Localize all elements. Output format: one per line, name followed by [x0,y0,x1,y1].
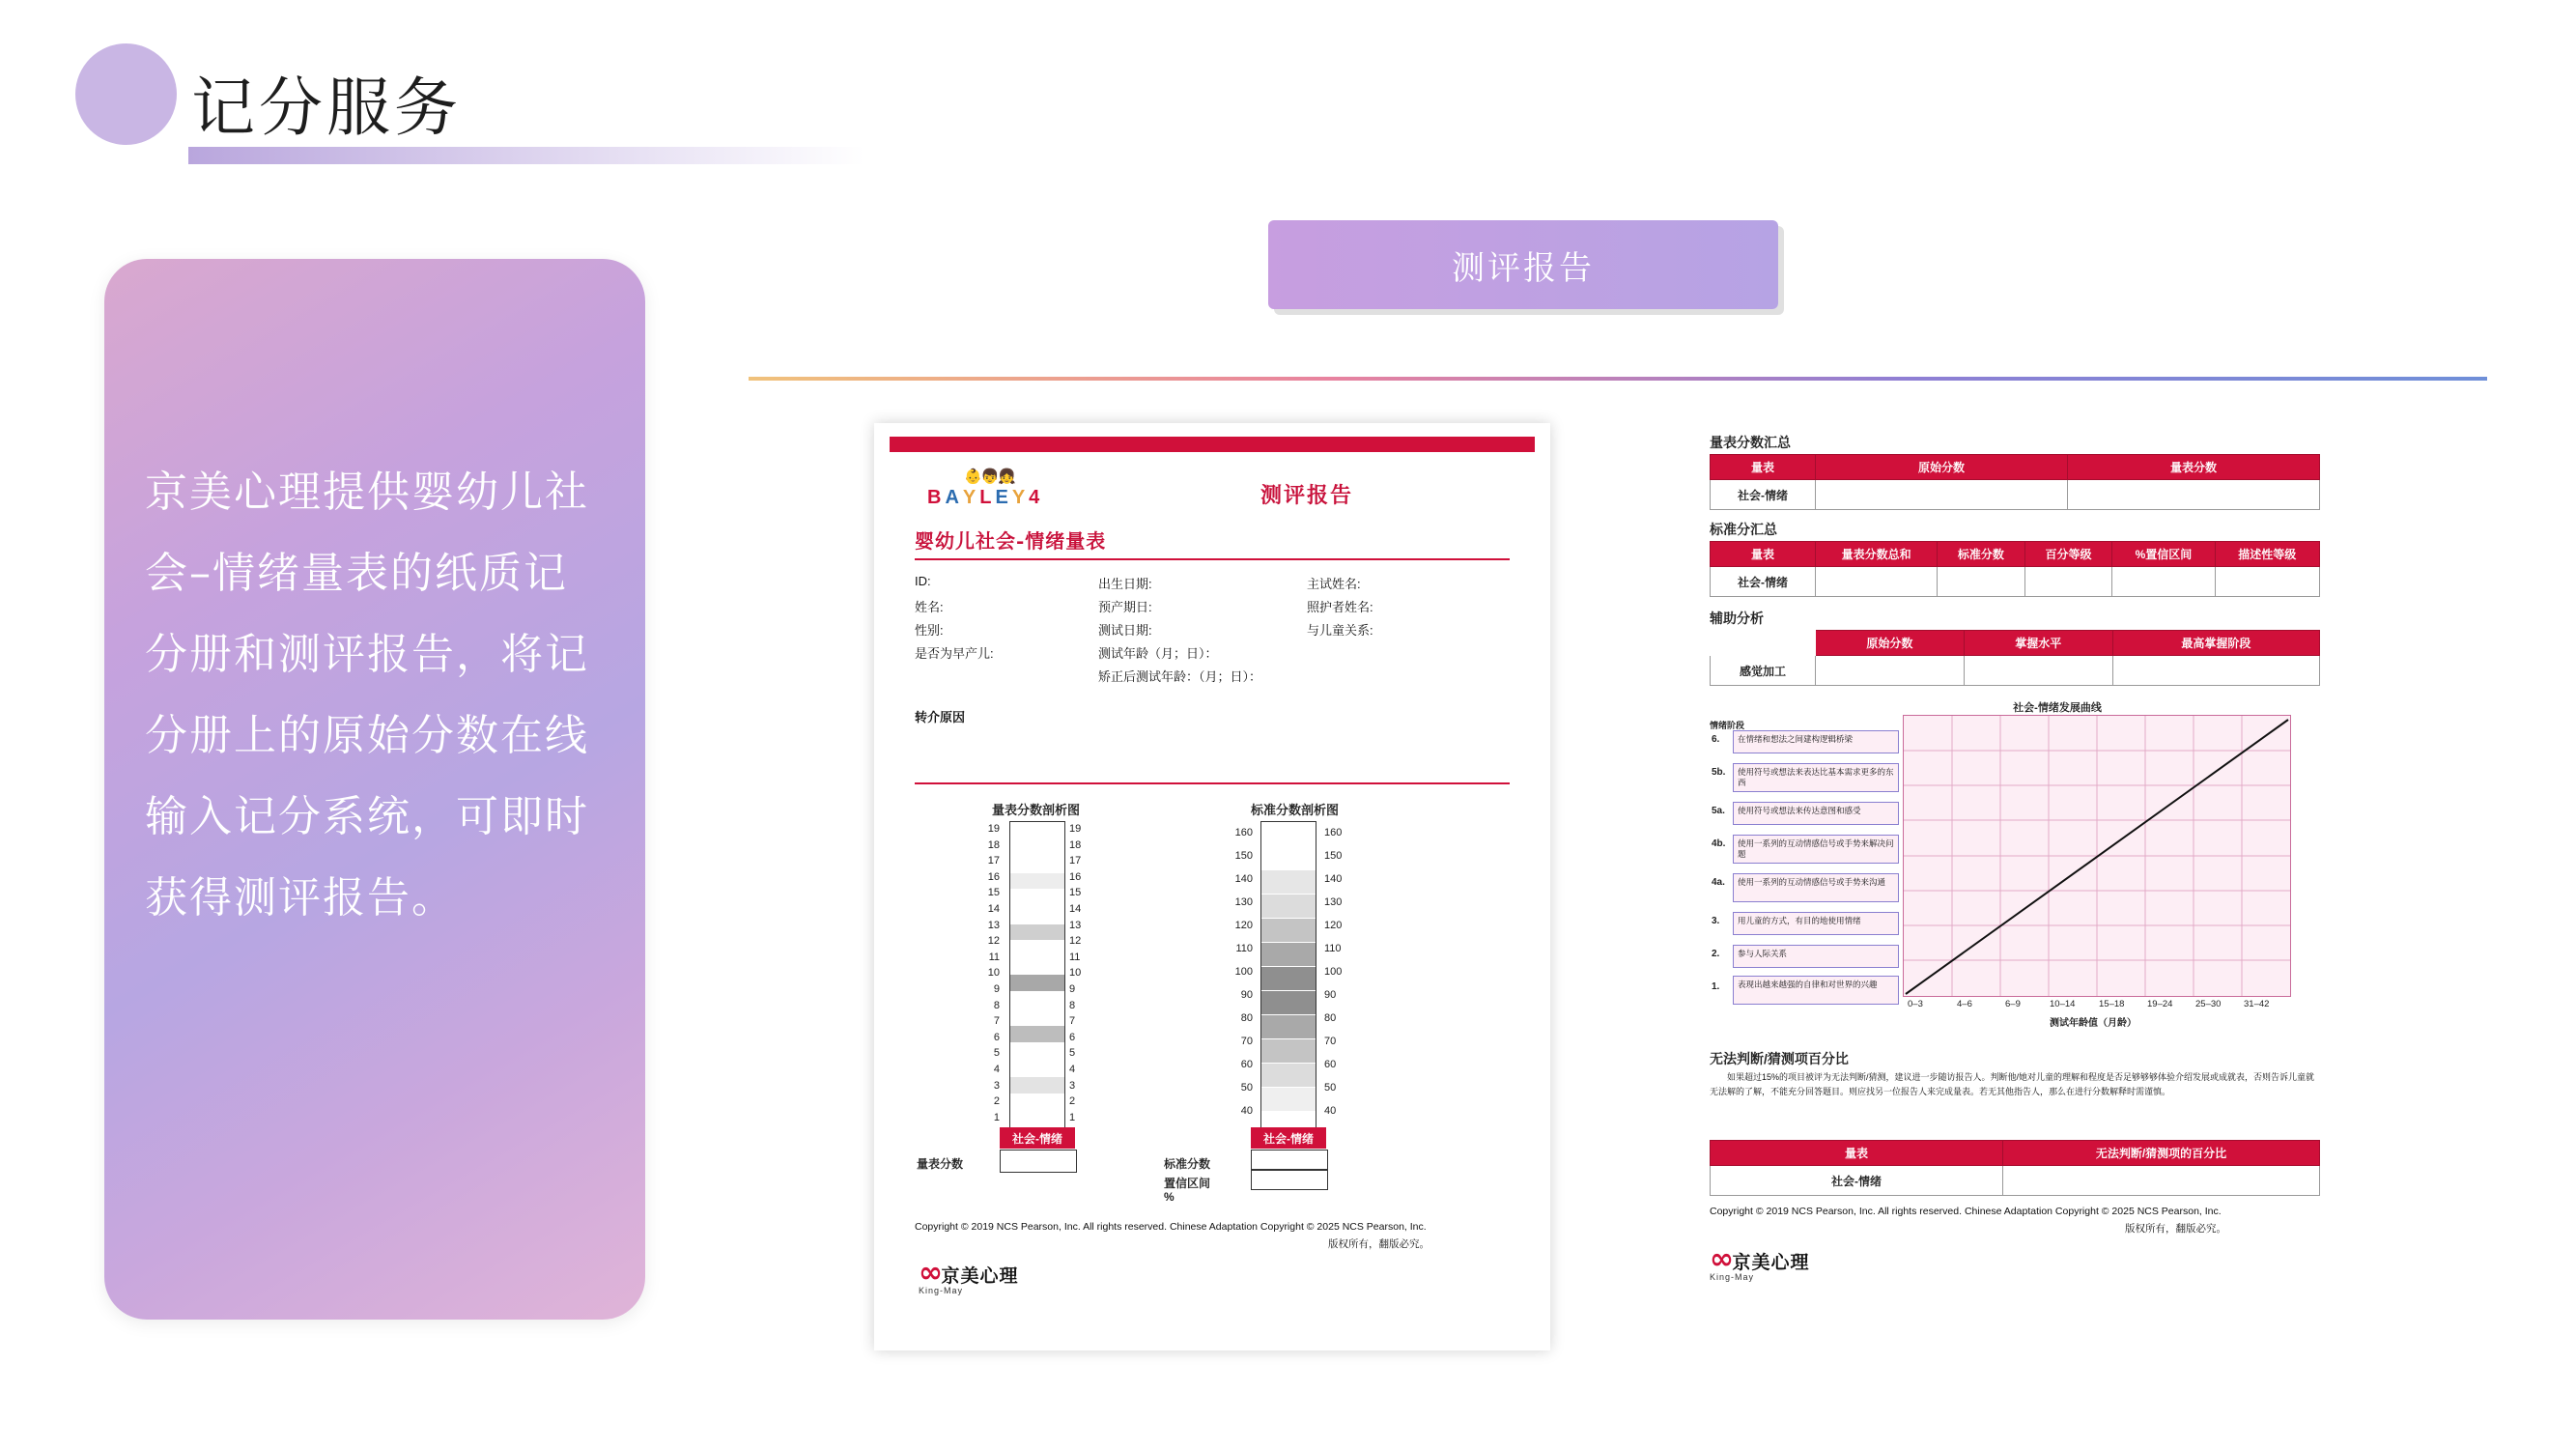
table-row [1711,480,2320,510]
th-highest-mastery-stage: 最高掌握阶段 [2112,631,2319,656]
cell-unable-percent[interactable] [2003,1166,2320,1196]
header-underline [188,147,864,164]
scale-profile-ticks-right: 19 18 17 16 15 14 13 12 11 10 9 8 7 6 5 4 3 2 1 [1069,823,1082,1123]
xtick-5: 19–24 [2147,999,2173,1009]
growth-curve-title: 社会-情绪发展曲线 [2013,702,2102,714]
stage-number-4a: 4a. [1712,877,1725,888]
standard-profile-ticks-right: 160 150 140 130 120 110 100 90 80 70 60 50 40 [1324,827,1343,1117]
unable-to-judge-table [1710,1140,2320,1196]
tab-assessment-report-label: 测评报告 [1452,248,1595,288]
th-scale: 量表 [1711,542,1816,567]
stage-number-2: 2. [1712,949,1720,959]
scale-score-input-cell[interactable] [1000,1150,1077,1173]
report-page-left [874,423,1550,1350]
confidence-interval-input-cell[interactable] [1251,1169,1328,1190]
stage-label-3: 用儿童的方式，有目的地使用情绪 [1733,912,1899,935]
table-header-row [1711,455,2320,480]
report-left-brand-sub: King-May [919,1286,964,1295]
gradient-divider [749,377,2487,381]
scale-score-row-label: 量表分数 [917,1157,964,1171]
table-row [1711,567,2320,597]
xtick-2: 6–9 [2005,999,2021,1009]
th-sum-of-scale-scores: 量表分数总和 [1816,542,1938,567]
xtick-7: 31–42 [2244,999,2270,1009]
th-percentile-rank: 百分等级 [2024,542,2112,567]
field-name: 姓名: [915,600,944,614]
table-header-row [1711,1141,2320,1166]
cell-descriptive[interactable] [2215,567,2319,597]
scale-summary-title: 量表分数汇总 [1710,435,1791,450]
th-scale-score: 量表分数 [2068,455,2320,480]
cell-confidence[interactable] [2112,567,2215,597]
auxiliary-analysis-title: 辅助分析 [1710,611,1764,626]
field-duedate: 预产期日: [1098,600,1152,614]
th-blank [1711,631,1816,656]
th-confidence-interval: %置信区间 [2112,542,2215,567]
stage-number-1: 1. [1712,981,1720,992]
unable-to-judge-title: 无法判断/猜测项百分比 [1710,1051,1849,1066]
standard-profile-ladder [1260,821,1316,1136]
th-raw-score: 原始分数 [1816,455,2068,480]
cell-sensory-processing: 感觉加工 [1711,656,1816,686]
cell-standard-score[interactable] [1938,567,2025,597]
section-rule [915,782,1510,784]
stage-label-6: 在情绪和想法之间建构逻辑桥梁 [1733,730,1899,753]
field-gender: 性别: [915,623,944,638]
growth-curve-legend-label: 情绪阶段 [1710,721,1745,730]
standard-summary-table [1710,541,2320,597]
standard-profile-ticks-left: 160 150 140 130 120 110 100 90 80 70 60 50 40 [1234,827,1253,1117]
xtick-3: 10–14 [2050,999,2076,1009]
unable-to-judge-note: 如果超过15%的项目被评为无法判断/猜测，建议进一步随访报告人。判断他/她对儿童的理解和程度是否足够够够体验介绍发展或成就表，否则告诉儿童就无法解的了解，不能充分回答题目。则应找另一位报告人来完成量表。若无其他指告人，那么在进行分数解释时需谨慎。 [1710,1072,2315,1096]
field-testdate: 测试日期: [1098,623,1152,638]
scale-profile-ticks-left: 19 18 17 16 15 14 13 12 11 10 9 8 7 6 5 4 3 2 1 [987,823,1000,1123]
stage-label-4a: 使用一系列的互动情感信号或手势来沟通 [1733,873,1899,902]
standard-score-input-cell[interactable] [1251,1150,1328,1171]
report-right-brand-name: 京美心理 [1732,1252,1810,1273]
cell-scale-name: 社会-情绪 [1711,567,1816,597]
cell-highest-stage[interactable] [2112,656,2319,686]
standard-score-row-label: 标准分数 [1164,1157,1211,1171]
field-examiner: 主试姓名: [1307,577,1361,591]
th-raw-score: 原始分数 [1816,631,1965,656]
standard-summary-title: 标准分汇总 [1710,522,1777,537]
kingmay-logo-icon: ∞ [919,1256,937,1290]
percent-row-label: % [1164,1190,1175,1204]
stage-label-4b: 使用一系列的互动情感信号或手势来解决问题 [1733,835,1899,864]
report-top-bar [890,437,1535,452]
kingmay-logo-icon: ∞ [1710,1242,1728,1276]
stage-label-5b: 使用符号或想法来表达比基本需求更多的东西 [1733,763,1899,792]
th-mastery-level: 掌握水平 [1964,631,2112,656]
standard-profile-title: 标准分数剖析图 [1251,803,1340,817]
bayley-logo-word: BAYLEY4 [927,487,1044,508]
table-header-row [1711,542,2320,567]
xtick-1: 4–6 [1957,999,1972,1009]
stage-number-4b: 4b. [1712,838,1726,849]
report-left-copyright-en: Copyright © 2019 NCS Pearson, Inc. All rights reserved. Chinese Adaptation Copyright © 2025 NCS Pearson, Inc. [915,1221,1427,1233]
th-scale: 量表 [1711,455,1816,480]
stage-number-5b: 5b. [1712,767,1726,778]
field-relationship: 与儿童关系: [1307,623,1373,638]
bayley-logo [927,468,1072,524]
cell-scale-name: 社会-情绪 [1711,1166,2003,1196]
referral-reason-label: 转介原因 [915,710,966,724]
stage-number-5a: 5a. [1712,806,1725,816]
header-rule [915,558,1510,560]
stage-label-5a: 使用符号或想法来传达意图和感受 [1733,802,1899,825]
report-left-brand [919,1256,1018,1295]
table-header-row [1711,631,2320,656]
report-left-title: 测评报告 [1260,483,1354,508]
field-caregiver: 照护者姓名: [1307,600,1373,614]
report-left-copyright-cn: 版权所有，翻版必究。 [1328,1238,1430,1250]
stage-label-1: 表现出越来越强的自律和对世界的兴趣 [1733,976,1899,1005]
report-right-brand-sub: King-May [1710,1272,1755,1282]
intro-card-text: 京美心理提供婴幼儿社会–情绪量表的纸质记分册和测评报告，将记分册上的原始分数在线输入记分系统，可即时获得测评报告。 [145,468,589,923]
field-birthdate: 出生日期: [1098,577,1152,591]
xtick-6: 25–30 [2195,999,2222,1009]
table-row [1711,656,2320,686]
scale-profile-title: 量表分数剖析图 [992,803,1081,817]
stage-number-3: 3. [1712,916,1720,926]
page-title: 记分服务 [191,71,462,145]
cell-mastery-level[interactable] [1964,656,2112,686]
report-right-copyright-cn: 版权所有，翻版必究。 [2125,1223,2226,1235]
th-standard-score: 标准分数 [1938,542,2025,567]
table-row [1711,1166,2320,1196]
scale-summary-table [1710,454,2320,510]
cell-scale-score[interactable] [2068,480,2320,510]
report-page-right [1710,423,2333,1350]
bayley-logo-kids-icon: 👶👦👧 [964,469,1016,485]
growth-curve-plot [1903,715,2291,997]
field-id: ID: [915,574,931,588]
cell-scale-name: 社会-情绪 [1711,480,1816,510]
header-decoration-circle [75,43,177,145]
standard-profile-bottom-box: 社会-情绪 [1251,1127,1326,1149]
field-corrected-age: 矫正后测试年龄：（月；日）： [1098,669,1262,684]
stage-number-6: 6. [1712,734,1720,745]
th-unable-percent: 无法判断/猜测项的百分比 [2003,1141,2320,1166]
tab-assessment-report[interactable] [1268,220,1778,309]
report-right-copyright-en: Copyright © 2019 NCS Pearson, Inc. All rights reserved. Chinese Adaptation Copyright © 2025 NCS Pearson, Inc. [1710,1206,2222,1217]
growth-curve-xlabel: 测试年龄值（月龄） [2050,1018,2137,1029]
cell-sum[interactable] [1816,567,1938,597]
xtick-4: 15–18 [2099,999,2125,1009]
scale-profile-ladder [1009,821,1065,1145]
growth-curve-svg [1904,716,2290,996]
cell-raw-score[interactable] [1816,656,1965,686]
confidence-interval-row-label: 置信区间 [1164,1177,1211,1190]
th-descriptive-level: 描述性等级 [2215,542,2319,567]
field-testage: 测试年龄（月；日）： [1098,646,1218,661]
report-left-brand-name: 京美心理 [941,1265,1019,1287]
report-left-scale-name: 婴幼儿社会-情绪量表 [915,529,1107,553]
th-scale: 量表 [1711,1141,2003,1166]
xtick-0: 0–3 [1908,999,1923,1009]
stage-label-2: 参与人际关系 [1733,945,1899,968]
auxiliary-analysis-table [1710,630,2320,686]
cell-raw-score[interactable] [1816,480,2068,510]
scale-profile-bottom-box: 社会-情绪 [1000,1127,1075,1149]
cell-percentile[interactable] [2024,567,2112,597]
report-right-brand [1710,1242,1809,1282]
field-preterm: 是否为早产儿: [915,646,994,661]
